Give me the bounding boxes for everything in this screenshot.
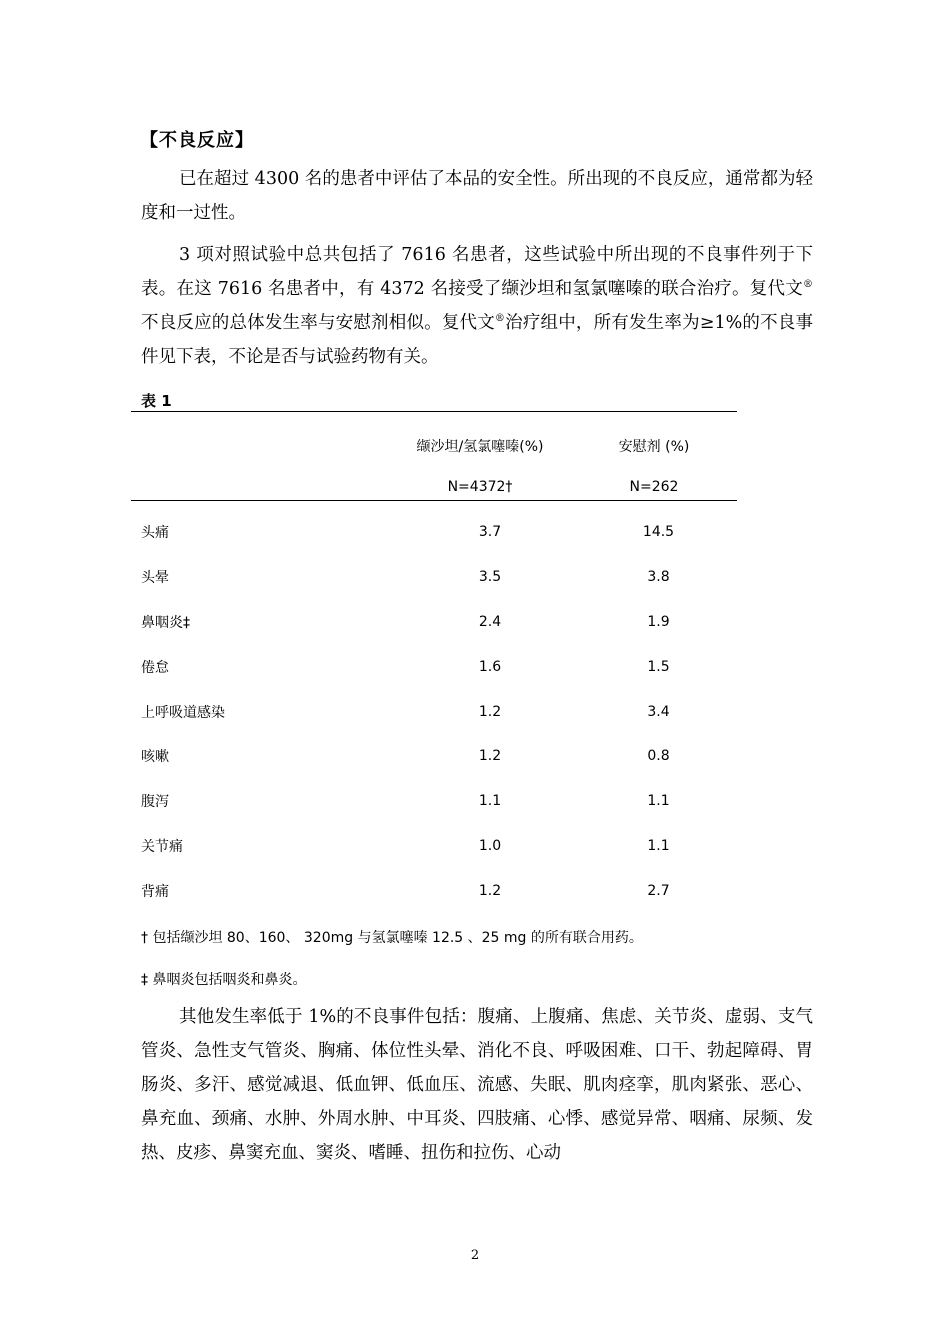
trial-paragraph <box>141 238 813 374</box>
other-events-paragraph: 其他发生率低于 1%的不良事件包括：腹痛、上腹痛、焦虑、关节炎、虚弱、支气管炎、急性支气管炎、胸痛、体位性头晕、消化不良、呼吸困难、口干、勃起障碍、胃肠炎、多汗、感觉减退、低血钾、低血压、流感、失眠、肌肉痉挛，肌肉紧张、恶心、鼻充血、颈痛、水肿、外周水肿、中耳炎、四肢痛、心悸、感觉异常、咽痛、尿频、发热、皮疹、鼻窦充血、窦炎、嗜睡、扭伤和拉伤、心动 <box>141 1007 813 1163</box>
treatment-value: 1.2 <box>478 882 502 899</box>
trial-text-3: 治疗组中，所有发生率为≥1%的不良事件见下表，不论是否与试验药物有关。 <box>141 313 813 367</box>
page-number: 2 <box>470 1248 480 1263</box>
treatment-value: 1.2 <box>478 748 502 765</box>
col2-header: 安慰剂 (%) <box>618 439 690 455</box>
placebo-value: 3.4 <box>647 703 670 720</box>
treatment-value: 2.4 <box>478 613 502 630</box>
table-top-rule <box>131 411 737 412</box>
registered-mark: ® <box>494 313 505 325</box>
event-name: 腹泻 <box>141 794 169 811</box>
intro-paragraph: 已在超过 4300 名的患者中评估了本品的安全性。所出现的不良反应，通常都为轻度和一过性。 <box>141 169 813 223</box>
event-name: 上呼吸道感染 <box>141 704 225 721</box>
event-name: 鼻咽炎‡ <box>141 614 190 631</box>
event-name: 头痛 <box>141 525 169 542</box>
event-name: 咳嗽 <box>141 749 169 766</box>
placebo-value: 14.5 <box>642 524 675 541</box>
event-name: 背痛 <box>141 883 169 900</box>
table-row <box>131 868 737 913</box>
placebo-value: 0.8 <box>647 748 670 765</box>
table-row <box>131 510 737 555</box>
placebo-value: 1.9 <box>647 613 670 630</box>
treatment-value: 1.6 <box>478 658 502 675</box>
placebo-value: 1.1 <box>647 793 670 810</box>
dagger-footnote: † 包括缬沙坦 80、160、 320mg 与氢氯噻嗪 12.5 、25 mg 的所有联合用药。 <box>141 930 643 946</box>
placebo-value: 2.7 <box>647 882 670 899</box>
treatment-value: 3.7 <box>478 524 502 541</box>
table-row <box>131 555 737 600</box>
registered-mark: ® <box>803 279 813 291</box>
table-row <box>131 600 737 645</box>
table-row <box>131 824 737 869</box>
treatment-value: 1.1 <box>478 793 502 810</box>
table-row <box>131 779 737 824</box>
trial-text-1: 3 项对照试验中总共包括了 7616 名患者，这些试验中所出现的不良事件列于下表。在这 7616 名患者中，有 4372 名接受了缬沙坦和氢氯噻嗪的联合治疗。复代文 <box>141 245 813 299</box>
treatment-value: 1.2 <box>478 703 502 720</box>
table-row <box>131 644 737 689</box>
adverse-events-table <box>131 510 737 913</box>
col1-header: 缬沙坦/氢氯噻嗪(%) <box>416 439 544 455</box>
treatment-value: 3.5 <box>478 569 502 586</box>
table-row <box>131 689 737 734</box>
section-title: 【不良反应】 <box>140 130 254 151</box>
treatment-value: 1.0 <box>478 837 502 854</box>
event-name: 头晕 <box>141 570 169 587</box>
event-name: 关节痛 <box>141 838 183 855</box>
double-dagger-footnote: ‡ 鼻咽炎包括咽炎和鼻炎。 <box>141 972 307 988</box>
placebo-value: 1.1 <box>647 837 670 854</box>
col1-n: N=4372† <box>447 479 513 495</box>
trial-text-2: 不良反应的总体发生率与安慰剂相似。复代文 <box>141 313 495 333</box>
event-name: 倦怠 <box>141 659 169 676</box>
table-header-rule <box>131 500 737 501</box>
table-row <box>131 734 737 779</box>
placebo-value: 1.5 <box>647 658 670 675</box>
placebo-value: 3.8 <box>647 569 670 586</box>
table-title: 表 1 <box>141 392 172 410</box>
col2-n: N=262 <box>629 479 679 495</box>
